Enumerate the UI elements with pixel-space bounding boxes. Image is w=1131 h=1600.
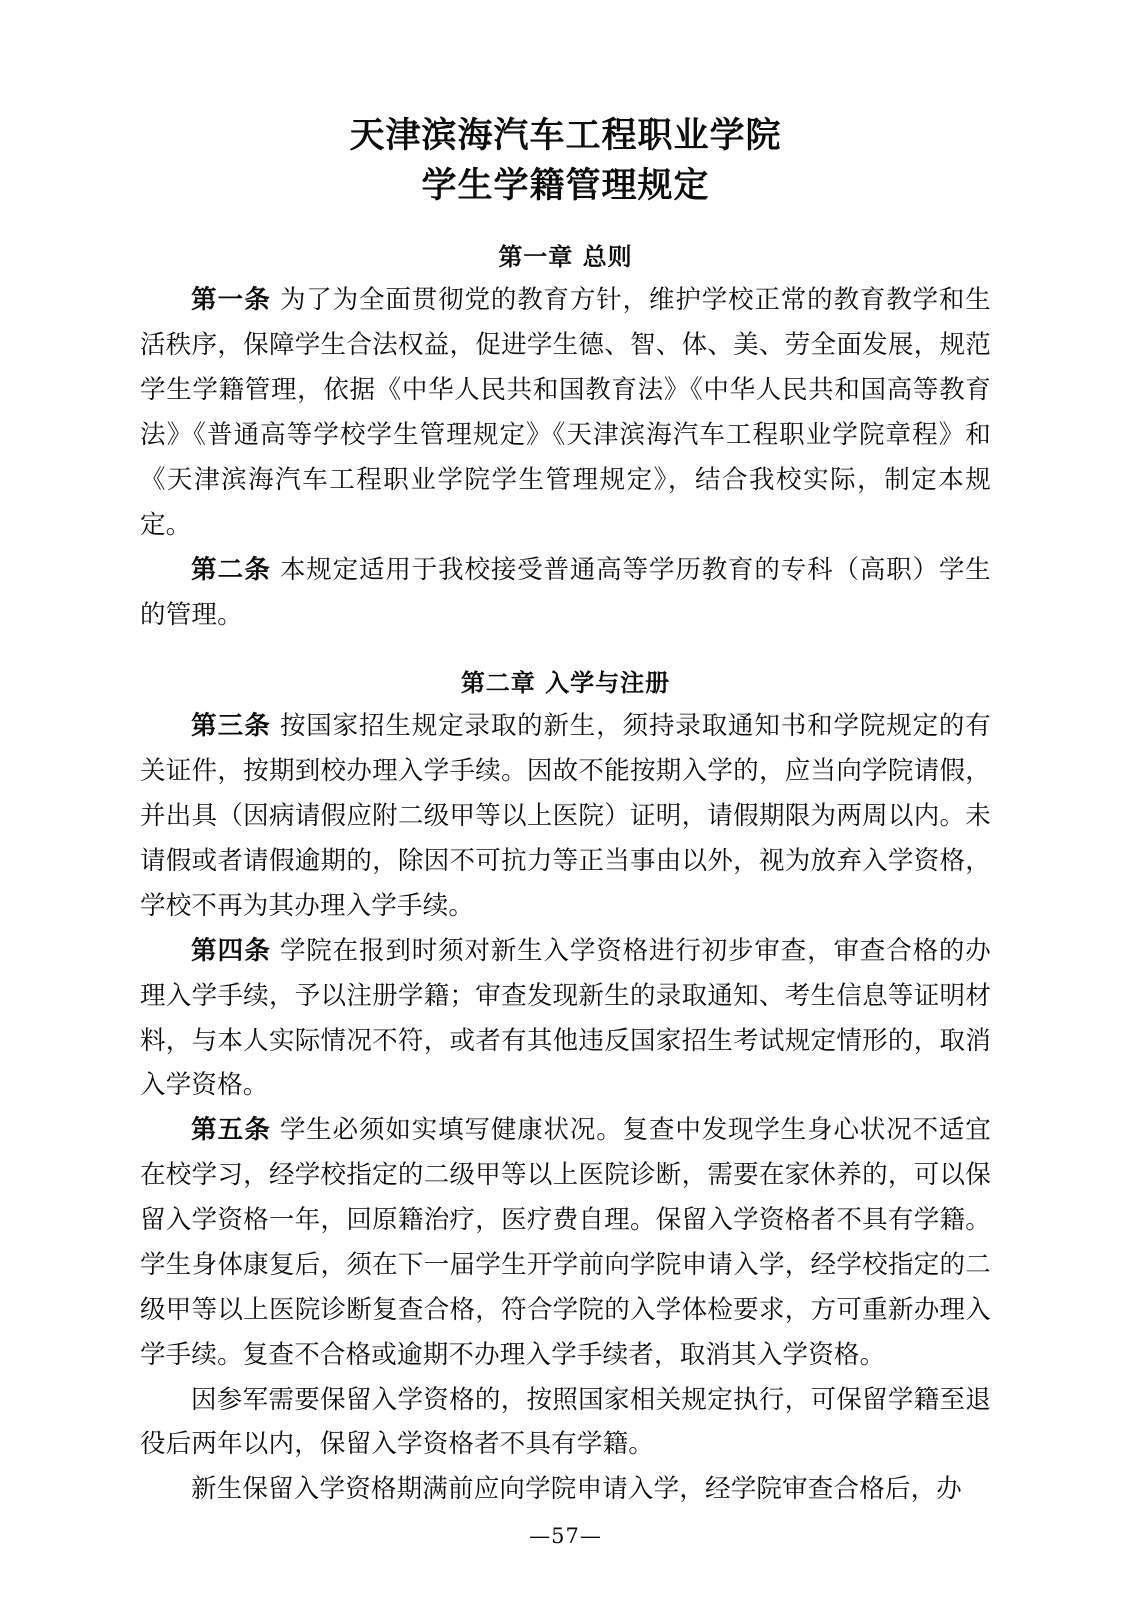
page-title-line-2: 学生学籍管理规定 [421,165,710,206]
article-label-2: 第二条 [191,554,271,585]
paragraph-reserved-admission: 新生保留入学资格期满前应向学院申请入学，经学院审查合格后，办 [191,1474,963,1505]
article-label-3: 第三条 [191,711,271,742]
paragraph-article-5 [140,1108,991,1377]
article-text-2: 本规定适用于我校接受普通高等学历教育的专科（高职）学生的管理。 [140,554,991,630]
paragraph-article-1 [140,278,991,547]
paragraph-article-2 [140,548,991,638]
paragraph-military-service: 因参军需要保留入学资格的，按照国家相关规定执行，可保留学籍至退役后两年以内，保留入学资格者不具有学籍。 [140,1384,991,1460]
paragraph-article-3 [140,704,991,928]
chapter-heading-1: 第一章 总则 [498,243,633,272]
article-text-1: 为了为全面贯彻党的教育方针，维护学校正常的教育教学和生活秩序，保障学生合法权益，促进学生德、智、体、美、劳全面发展，规范学生学籍管理，依据《中华人民共和国教育法》《中华人民共和国高等教育法》《普通高等学校学生管理规定》《天津滨海汽车工程职业学院章程》和《天津滨海汽车工程职业学院学生管理规定》，结合我校实际，制定本规定。 [140,285,991,540]
article-text-4: 学院在报到时须对新生入学资格进行初步审查，审查合格的办理入学手续，予以注册学籍；审查发现新生的录取通知、考生信息等证明材料，与本人实际情况不符，或者有其他违反国家招生考试规定情形的，取消入学资格。 [140,935,991,1101]
chapter-heading-2: 第二章 入学与注册 [460,669,671,698]
page-title [140,112,991,211]
article-label-5: 第五条 [191,1115,271,1146]
paragraph-article-4 [140,929,991,1109]
article-text-5: 学生必须如实填写健康状况。复查中发现学生身心状况不适宜在校学习，经学校指定的二级甲等以上医院诊断，需要在家休养的，可以保留入学资格一年，回原籍治疗，医疗费自理。保留入学资格者不具有学籍。学生身体康复后，须在下一届学生开学前向学院申请入学，经学校指定的二级甲等以上医院诊断复查合格，符合学院的入学体检要求，方可重新办理入学手续。复查不合格或逾期不办理入学手续者，取消其入学资格。 [140,1115,991,1370]
article-label-4: 第四条 [191,935,271,966]
page-number: —57— [529,1524,602,1548]
article-label-1: 第一条 [191,285,271,316]
page-title-line-1: 天津滨海汽车工程职业学院 [349,116,782,156]
article-text-3: 按国家招生规定录取的新生，须持录取通知书和学院规定的有关证件，按期到校办理入学手续。因故不能按期入学的，应当向学院请假，并出具（因病请假应附二级甲等以上医院）证明，请假期限为两周以内。未请假或者请假逾期的，除因不可抗力等正当事由以外，视为放弃入学资格，学校不再为其办理入学手续。 [140,711,991,921]
